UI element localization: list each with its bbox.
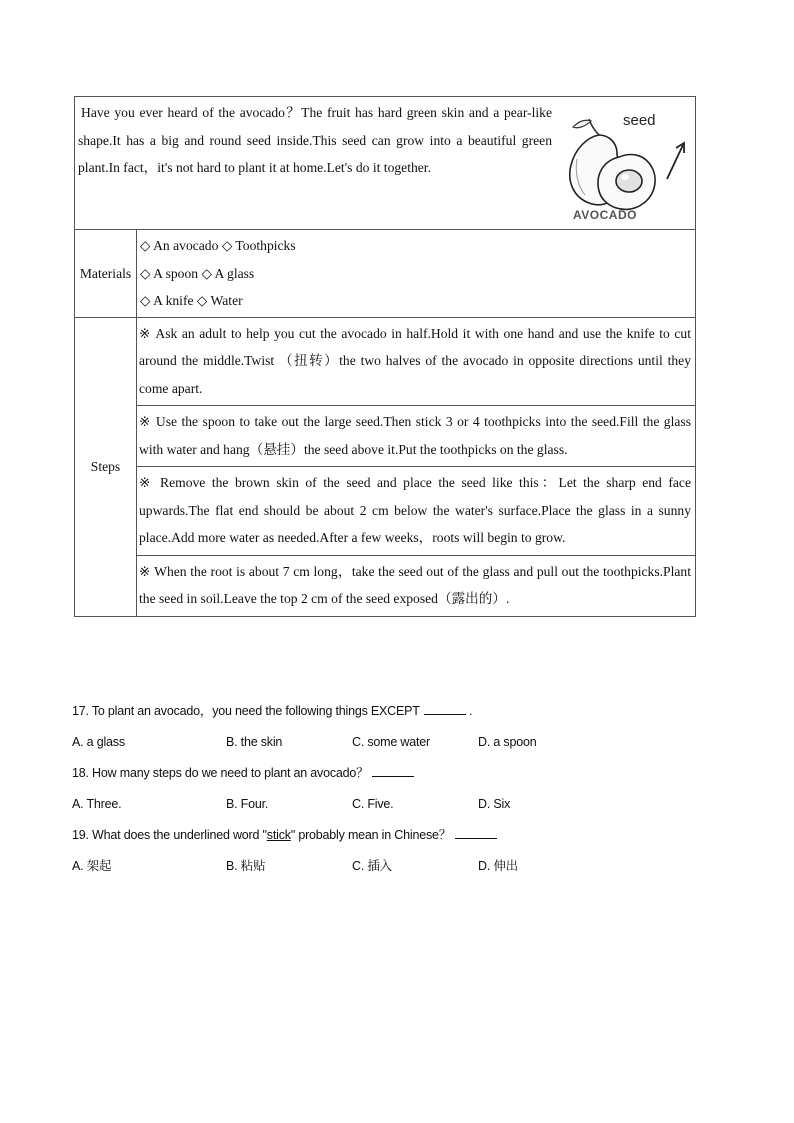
material-item: ◇ Toothpicks xyxy=(221,238,296,253)
question-stem: 18. How many steps do we need to plant an avocado？ xyxy=(72,766,369,780)
answer-blank[interactable] xyxy=(424,701,466,715)
question-19 xyxy=(72,820,712,851)
intro-text: Have you ever heard of the avocado？The fruit has hard green skin and a pear-like shape.It has a big and round seed inside.This seed can grow into a beautiful green plant.In fact，it's not hard to plant it at home.Let's do it together. xyxy=(78,105,552,175)
question-17 xyxy=(72,696,712,727)
material-item: ◇ A spoon xyxy=(140,265,199,281)
answer-blank[interactable] xyxy=(455,825,497,839)
step-row xyxy=(75,317,696,406)
option-a[interactable]: A. Three. xyxy=(72,797,122,811)
intro-cell xyxy=(75,97,696,230)
question-19-options xyxy=(72,851,712,882)
option-b[interactable]: B. 粘贴 xyxy=(226,859,266,873)
question-stem: 17. To plant an avocado，you need the following things EXCEPT xyxy=(72,704,420,718)
option-b[interactable]: B. Four. xyxy=(226,797,269,811)
material-item: ◇ An avocado xyxy=(140,238,219,253)
step-row xyxy=(75,467,696,556)
materials-line xyxy=(140,260,692,288)
steps-label-text: Steps xyxy=(90,459,121,474)
avocado-caption: AVOCADO xyxy=(573,208,637,222)
step-row xyxy=(75,555,696,616)
materials-line xyxy=(140,287,692,315)
answer-blank[interactable] xyxy=(372,763,414,777)
reading-table xyxy=(74,96,696,617)
questions-section xyxy=(72,696,712,882)
material-item: ◇ Water xyxy=(196,293,243,308)
underlined-word: stick xyxy=(266,828,291,842)
step-1: ※ Ask an adult to help you cut the avocado in half.Hold it with one hand and use the knife to cut around the middle.Twist （扭转）the two halves of the avocado in opposite directions until they come apart. xyxy=(137,317,696,406)
option-c[interactable]: C. 插入 xyxy=(352,859,392,873)
option-b[interactable]: B. the skin xyxy=(226,735,283,749)
intro-paragraph xyxy=(78,99,552,182)
question-stem-end: " probably mean in Chinese？ xyxy=(290,828,452,842)
step-4: ※ When the root is about 7 cm long，take the seed out of the glass and pull out the toothpicks.Plant the seed in soil.Leave the top 2 cm of the seed exposed（露出的）. xyxy=(137,555,696,616)
avocado-illustration xyxy=(563,101,691,225)
materials-label-text: Materials xyxy=(79,265,132,281)
materials-line xyxy=(140,232,692,260)
option-d[interactable]: D. a spoon xyxy=(478,735,537,749)
option-d[interactable]: D. 伸出 xyxy=(478,859,518,873)
materials-row xyxy=(75,230,696,318)
step-3: ※ Remove the brown skin of the seed and place the seed like this：Let the sharp end face upwards.The flat end should be about 2 cm below the water's surface.Place the glass in a sunny place.Add more water as needed.After a few weeks，roots will begin to grow. xyxy=(137,467,696,556)
question-18-options xyxy=(72,789,712,820)
steps-label xyxy=(75,317,137,616)
material-item: ◇ A knife xyxy=(140,293,194,308)
step-row xyxy=(75,406,696,467)
step-2: ※ Use the spoon to take out the large seed.Then stick 3 or 4 toothpicks into the seed.Fill the glass with water and hang（悬挂）the seed above it.Put the toothpicks on the glass. xyxy=(137,406,696,467)
materials-list xyxy=(137,230,696,318)
option-d[interactable]: D. Six xyxy=(478,797,511,811)
option-a[interactable]: A. 架起 xyxy=(72,859,112,873)
question-tail: . xyxy=(469,704,473,718)
option-c[interactable]: C. Five. xyxy=(352,797,394,811)
materials-label xyxy=(75,230,137,318)
question-stem: 19. What does the underlined word " xyxy=(72,828,267,842)
question-17-options xyxy=(72,727,712,758)
option-c[interactable]: C. some water xyxy=(352,735,430,749)
intro-row xyxy=(75,97,696,230)
question-18 xyxy=(72,758,712,789)
material-item: ◇ A glass xyxy=(201,265,255,281)
option-a[interactable]: A. a glass xyxy=(72,735,125,749)
seed-label: seed xyxy=(623,112,656,129)
